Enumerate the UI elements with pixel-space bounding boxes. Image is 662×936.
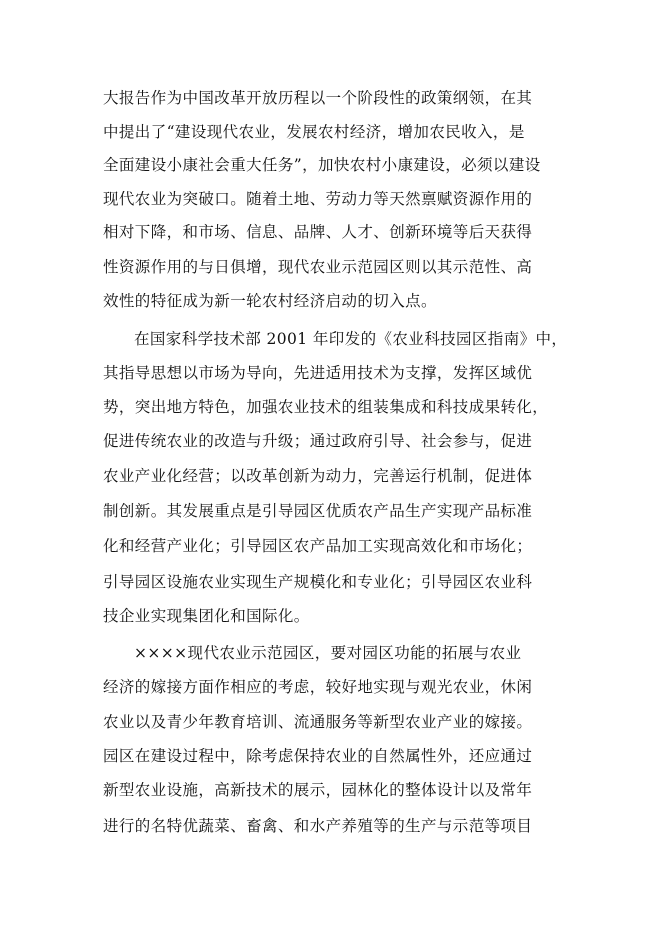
paragraph-3-line-2: 经济的嫁接方面作相应的考虑，较好地实现与观光农业，休闲 [103,678,533,696]
paragraph-1-line-5: 相对下降，和市场、信息、品牌、人才、创新环境等后天获得 [103,223,533,241]
paragraph-2-line-2: 其指导思想以市场为导向，先进适用技术为支撑，发挥区域优 [103,364,533,382]
paragraph-3-line-4: 园区在建设过程中，除考虑保持农业的自然属性外，还应通过 [103,747,533,765]
paragraph-3-line-1: ××××现代农业示范园区，要对园区功能的拓展与农业 [134,644,522,662]
paragraph-1-line-2: 中提出了“建设现代农业，发展农村经济，增加农民收入，是 [103,123,525,141]
paragraph-1-line-4: 现代农业为突破口。随着土地、劳动力等天然禀赋资源作用的 [103,190,533,208]
paragraph-2-line-3: 势，突出地方特色，加强农业技术的组装集成和科技成果转化， [103,398,549,416]
paragraph-2-line-6: 制创新。其发展重点是引导园区优质农产品生产实现产品标准 [103,502,533,520]
paragraph-3-line-3: 农业以及青少年教育培训、流通服务等新型农业产业的嫁接。 [103,713,533,731]
paragraph-3-line-6: 进行的名特优蔬菜、畜禽、和水产养殖等的生产与示范等项目 [103,817,533,835]
paragraph-1-line-1: 大报告作为中国改革开放历程以一个阶段性的政策纲领，在其 [103,89,533,107]
paragraph-3-line-5: 新型农业设施，高新技术的展示，园林化的整体设计以及常年 [103,781,533,799]
paragraph-2-line-5: 农业产业化经营；以改革创新为动力，完善运行机制，促进体 [103,467,533,485]
paragraph-2-line-8: 引导园区设施农业实现生产规模化和专业化；引导园区农业科 [103,573,533,591]
paragraph-2-line-4: 促进传统农业的改造与升级；通过政府引导、社会参与，促进 [103,432,533,450]
paragraph-1-line-3: 全面建设小康社会重大任务”，加快农村小康建设，必须以建设 [103,156,541,174]
paragraph-1-line-6: 性资源作用的与日俱增，现代农业示范园区则以其示范性、高 [103,258,533,276]
paragraph-2-line-1: 在国家科学技术部 2001 年印发的《农业科技园区指南》中， [134,330,568,348]
paragraph-2-line-7: 化和经营产业化；引导园区农产品加工实现高效化和市场化； [103,537,533,555]
paragraph-1-line-7: 效性的特征成为新一轮农村经济启动的切入点。 [103,292,437,310]
paragraph-2-line-9: 技企业实现集团化和国际化。 [103,607,310,625]
